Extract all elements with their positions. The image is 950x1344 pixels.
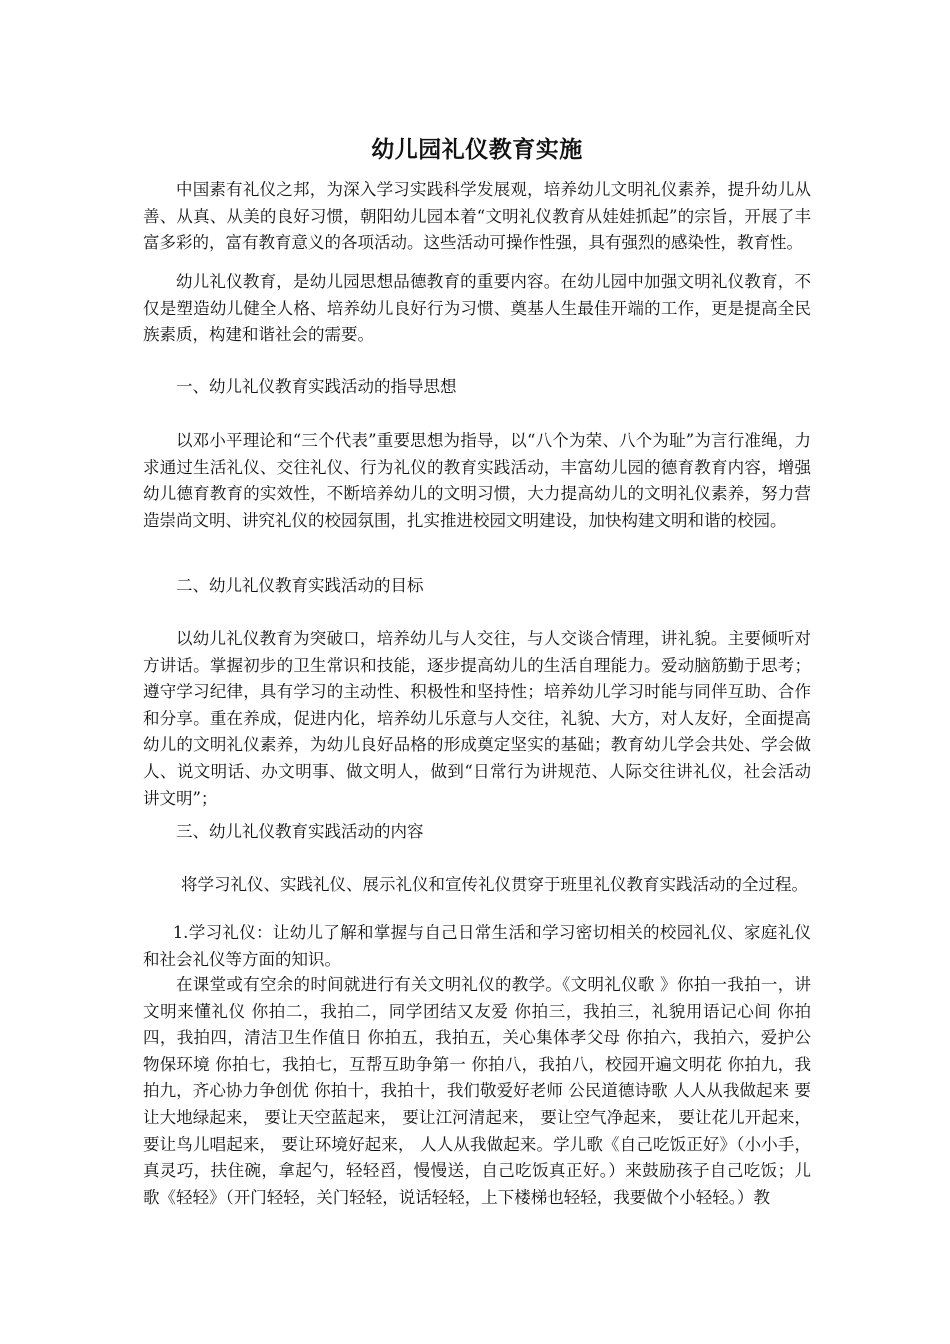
paragraph-importance: 幼儿礼仪教育，是幼儿园思想品德教育的重要内容。在幼儿园中加强文明礼仪教育，不仅是塑造幼儿健全人格、培养幼儿良好行为习惯、奠基人生最佳开端的工作，更是提高全民族素质，构建和谐社会的需要。: [143, 272, 811, 345]
paragraph-learning-etiquette: 1.学习礼仪：让幼儿了解和掌握与自己日常生活和学习密切相关的校园礼仪、家庭礼仪和社会礼仪等方面的知识。: [143, 923, 811, 969]
section-heading-content: 三、幼儿礼仪教育实践活动的内容: [176, 822, 424, 841]
section-heading-guiding-ideology: 一、幼儿礼仪教育实践活动的指导思想: [176, 377, 457, 396]
paragraph-classroom-songs: 在课堂或有空余的时间就进行有关文明礼仪的教学。《文明礼仪歌 》你拍一我拍一，讲文明来懂礼仪 你拍二，我拍二，同学团结又友爱 你拍三，我拍三，礼貌用语记心间 你拍四，我拍四，清洁卫生作值日 你拍五，我拍五，关心集体孝父母 你拍六，我拍六，爱护公物保环境 你拍七，我拍七，互帮互助争第一 你拍八，我拍八，校园开遍文明花 你拍九，我拍九，齐心协力争创优 你拍十，我拍十，我们敬爱好老师 公民道德诗歌 人人从我做起来 要让大地绿起来， 要让天空蓝起来， 要让江河清起来， 要让空气净起来， 要让花儿开起来， 要让鸟儿唱起来， 要让环境好起来， 人人从我做起来。学儿歌《自己吃饭正好》（小小手，真灵巧，扶住碗，拿起勺，轻轻舀，慢慢送，自己吃饭真正好。）来鼓励孩子自己吃饭；儿歌《轻轻》（开门轻轻，关门轻轻，说话轻轻，上下楼梯也轻轻，我要做个小轻轻。）教: [143, 975, 811, 1207]
document-title: 幼儿园礼仪教育实施: [371, 136, 583, 163]
paragraph-goals: 以幼儿礼仪教育为突破口，培养幼儿与人交往，与人交谈合情理，讲礼貌。主要倾听对方讲话。掌握初步的卫生常识和技能，逐步提高幼儿的生活自理能力。爱动脑筋勤于思考；遵守学习纪律，具有学习的主动性、积极性和坚持性；培养幼儿学习时能与同伴互助、合作和分享。重在养成，促进内化，培养幼儿乐意与人交往，礼貌、大方，对人友好，全面提高幼儿的文明礼仪素养，为幼儿良好品格的形成奠定坚实的基础；教育幼儿学会共处、学会做人、说文明话、办文明事、做文明人，做到“日常行为讲规范、人际交往讲礼仪，社会活动讲文明”；: [143, 629, 811, 808]
section-heading-goals: 二、幼儿礼仪教育实践活动的目标: [176, 576, 424, 595]
paragraph-content-overview: 将学习礼仪、实践礼仪、展示礼仪和宣传礼仪贯穿于班里礼仪教育实践活动的全过程。: [180, 875, 808, 894]
paragraph-guiding-ideology: 以邓小平理论和“三个代表”重要思想为指导，以“八个为荣、八个为耻”为言行准绳，力求通过生活礼仪、交往礼仪、行为礼仪的教育实践活动，丰富幼儿园的德育教育内容，增强幼儿德育教育的实效性，不断培养幼儿的文明习惯，大力提高幼儿的文明礼仪素养，努力营造崇尚文明、讲究礼仪的校园氛围，扎实推进校园文明建设，加快构建文明和谐的校园。: [143, 431, 811, 530]
paragraph-intro: 中国素有礼仪之邦，为深入学习实践科学发展观，培养幼儿文明礼仪素养，提升幼儿从善、从真、从美的良好习惯，朝阳幼儿园本着“文明礼仪教育从娃娃抓起”的宗旨，开展了丰富多彩的，富有教育意义的各项活动。这些活动可操作性强，具有强烈的感染性，教育性。: [143, 180, 811, 253]
